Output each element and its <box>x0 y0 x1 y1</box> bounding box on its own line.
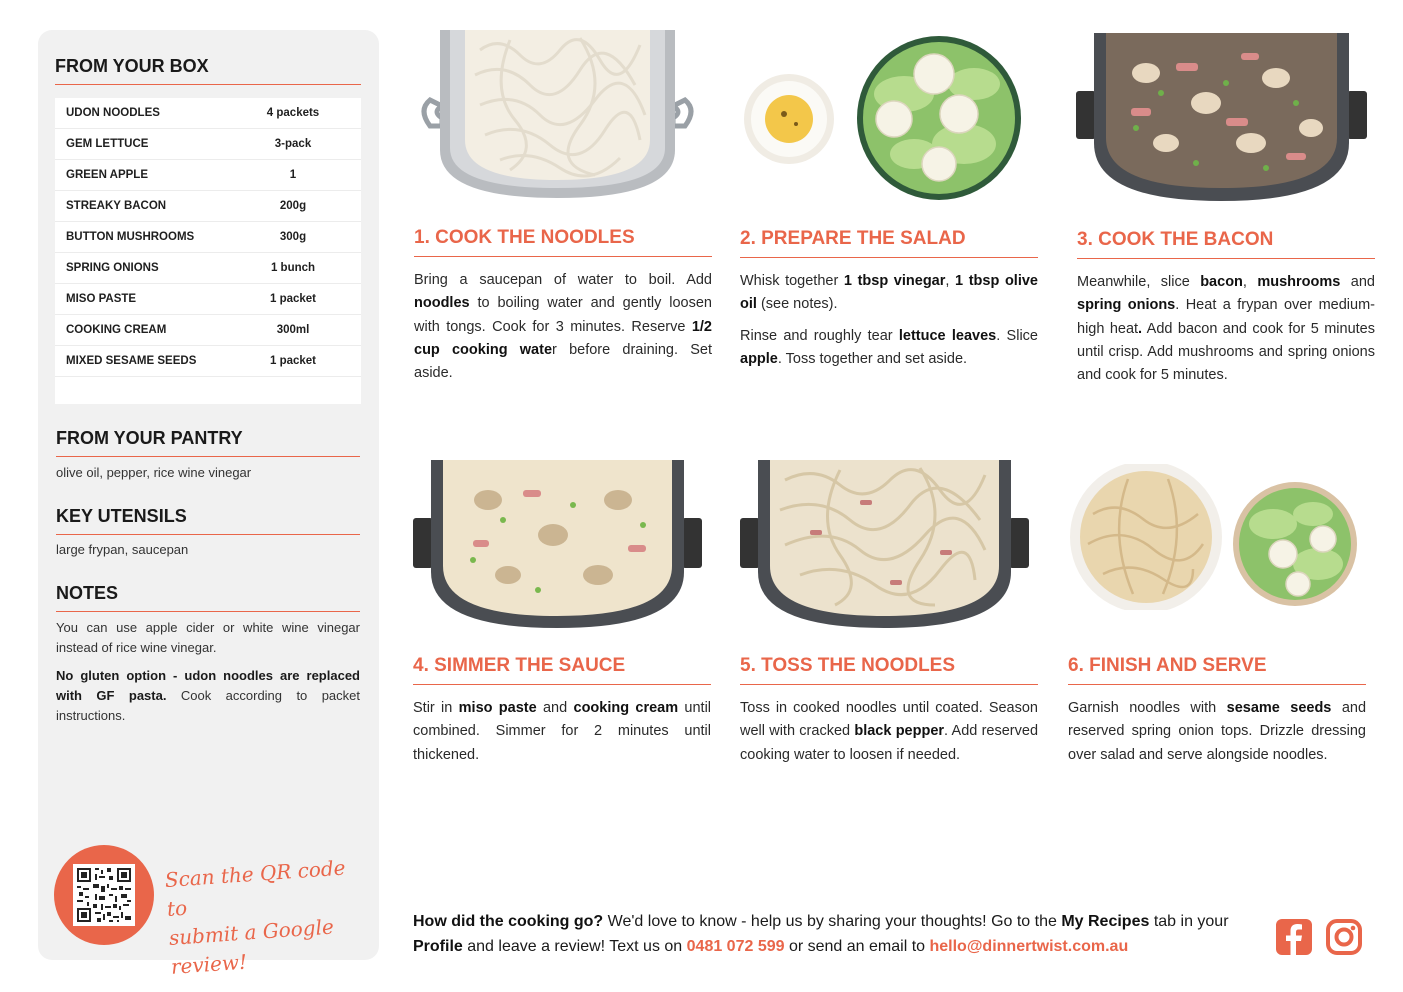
ingredient-row <box>55 284 361 315</box>
gluten-free-rest: Cook according to packet instructions. <box>56 688 361 723</box>
instruction-text: Add bacon and cook for 5 minutes until crisp. Add mushrooms and spring onions and cook for 5 minutes. <box>1077 320 1375 384</box>
pantry-heading: FROM YOUR PANTRY <box>56 428 360 457</box>
step-title: 5. TOSS THE NOODLES <box>740 655 1038 685</box>
utensils-heading: KEY UTENSILS <box>56 506 360 535</box>
ingredient-qty: 3-pack <box>274 138 312 150</box>
frypan-bacon-image <box>1076 33 1367 201</box>
qr-caption-line1: Scan the QR code to <box>164 855 347 922</box>
ingredient-qty: 1 packet <box>269 355 317 367</box>
ingredient-qty: 4 packets <box>266 107 320 119</box>
ingredient-name: COOKING CREAM <box>66 324 167 336</box>
qr-code-icon <box>77 868 131 922</box>
sauce-pan-image <box>413 460 702 628</box>
step-title: 1. COOK THE NOODLES <box>414 227 712 257</box>
qr-badge[interactable] <box>54 845 154 945</box>
sidebar <box>38 30 379 979</box>
facebook-icon[interactable] <box>1275 918 1313 956</box>
ingredient-qty: 1 bunch <box>270 262 316 274</box>
ingredient-row <box>55 191 361 222</box>
ingredient-qty: 1 packet <box>269 293 317 305</box>
bold-ingredient: . <box>1138 320 1143 337</box>
bold-ingredient: bacon <box>1200 274 1243 290</box>
notes-heading: NOTES <box>56 583 360 612</box>
qr-caption-line2: submit a Google review! <box>168 914 335 979</box>
instruction-text: Rinse and roughly tear <box>740 327 899 344</box>
ingredient-row <box>55 346 361 377</box>
bold-ingredient: 1 tbsp vinegar <box>843 273 946 289</box>
instruction-text: and <box>536 700 574 716</box>
ingredient-row <box>55 253 361 284</box>
ingredient-qty: 300ml <box>276 324 310 336</box>
ingredient-qty: 1 <box>289 169 297 181</box>
bold-ingredient: spring onions <box>1077 297 1176 314</box>
instruction-text: to boiling water and gently loosen with tongs. Cook for 3 minutes. Reserve <box>414 295 712 335</box>
my-recipes-link[interactable]: My Recipes <box>1061 913 1150 930</box>
instruction-text: Whisk together <box>740 273 844 289</box>
bold-ingredient: cooking cream <box>573 700 679 716</box>
bold-ingredient: sesame seeds <box>1226 700 1332 716</box>
qr-code[interactable] <box>73 864 135 926</box>
step-title: 6. FINISH AND SERVE <box>1068 655 1366 685</box>
gluten-free-bold: No gluten option - udon noodles are replaced with GF pasta. <box>56 668 360 703</box>
instruction-text: , <box>945 273 956 289</box>
footer-text: tab in your <box>1149 913 1229 930</box>
step-body <box>413 697 711 767</box>
step-paragraph <box>740 270 1038 317</box>
phone-link[interactable]: 0481 072 599 <box>686 938 785 955</box>
utensils-text: large frypan, saucepan <box>56 542 189 557</box>
ingredient-name: MISO PASTE <box>66 293 137 305</box>
step-body <box>1068 697 1366 767</box>
instruction-text: and <box>1340 274 1375 290</box>
bold-ingredient: miso paste <box>458 700 537 716</box>
footer-text: We'd love to know - help us by sharing your thoughts! Go to the <box>603 913 1062 930</box>
step-title: 3. COOK THE BACON <box>1077 229 1375 259</box>
notes-text: You can use apple cider or white wine vinegar instead of rice wine vinegar. <box>56 620 360 655</box>
instruction-text: Stir in <box>413 700 459 716</box>
instruction-text: . Slice <box>996 327 1038 344</box>
step-title: 2. PREPARE THE SALAD <box>740 228 1038 258</box>
bold-ingredient: apple <box>740 350 778 367</box>
instruction-text: r before draining. Set aside. <box>414 341 712 382</box>
ingredient-row <box>55 315 361 346</box>
instruction-text: Garnish noodles with <box>1068 700 1227 716</box>
ingredient-row <box>55 129 361 160</box>
box-ingredients-table <box>55 98 361 404</box>
ingredient-name: UDON NOODLES <box>66 107 160 119</box>
ingredient-name: BUTTON MUSHROOMS <box>66 231 195 243</box>
bold-ingredient: 1/2 cup cooking wate <box>414 318 712 358</box>
ingredient-row <box>55 222 361 253</box>
bold-ingredient: 1 tbsp olive oil <box>740 273 1038 313</box>
footer-text: and leave a review! Text us on <box>462 938 687 955</box>
feedback-footer <box>413 909 1263 959</box>
email-link[interactable]: hello@dinnertwist.com.au <box>929 938 1129 955</box>
bold-ingredient: black pepper <box>854 723 945 740</box>
step-body <box>740 697 1038 767</box>
instruction-text: , <box>1242 274 1258 290</box>
step-body <box>740 270 1038 371</box>
instruction-text: . Heat a frypan over medium-high heat <box>1077 297 1376 337</box>
ingredient-qty: 200g <box>279 200 307 212</box>
instruction-text: . Add reserved cooking water to loosen if needed. <box>740 723 1039 763</box>
feedback-question: How did the cooking go? <box>413 913 604 930</box>
profile-link[interactable]: Profile <box>413 938 463 955</box>
instruction-text: Bring a saucepan of water to boil. Add <box>414 272 712 288</box>
bold-ingredient: lettuce leaves <box>898 327 997 344</box>
ingredient-row <box>55 160 361 191</box>
ingredient-name: STREAKY BACON <box>66 200 167 212</box>
ingredient-name: MIXED SESAME SEEDS <box>66 355 197 367</box>
box-heading: FROM YOUR BOX <box>55 56 361 85</box>
footer-text: or send an email to <box>784 938 930 955</box>
ingredient-qty: 300g <box>279 231 307 243</box>
instruction-text: Toss in cooked noodles until coated. Season well with cracked <box>740 700 1038 740</box>
instruction-text: Meanwhile, slice <box>1077 274 1201 290</box>
plated-meal-image <box>1068 464 1358 610</box>
instruction-text: (see notes). <box>756 296 838 313</box>
step-body <box>1077 271 1375 387</box>
step-body <box>414 269 712 385</box>
salad-dressing-image <box>744 34 1034 200</box>
gluten-free-note <box>56 666 360 726</box>
bold-ingredient: mushrooms <box>1257 274 1341 290</box>
ingredient-name: SPRING ONIONS <box>66 262 159 274</box>
instruction-text: and reserved spring onion tops. Drizzle dressing over salad and serve alongside noodles. <box>1068 700 1367 763</box>
step-title: 4. SIMMER THE SAUCE <box>413 655 711 685</box>
ingredient-name: GEM LETTUCE <box>66 138 149 150</box>
ingredient-name: GREEN APPLE <box>66 169 149 181</box>
qr-caption <box>164 852 372 982</box>
ingredient-row <box>55 98 361 129</box>
instruction-text: until combined. Simmer for 2 minutes until thickened. <box>413 700 712 763</box>
pantry-text: olive oil, pepper, rice wine vinegar <box>56 465 252 480</box>
step-paragraph <box>740 325 1038 372</box>
bold-ingredient: noodles <box>414 295 470 312</box>
instruction-text: . Toss together and set aside. <box>777 350 968 367</box>
instagram-icon[interactable] <box>1325 918 1363 956</box>
saucepan-noodles-image <box>420 30 695 198</box>
noodles-pan-image <box>740 460 1029 628</box>
